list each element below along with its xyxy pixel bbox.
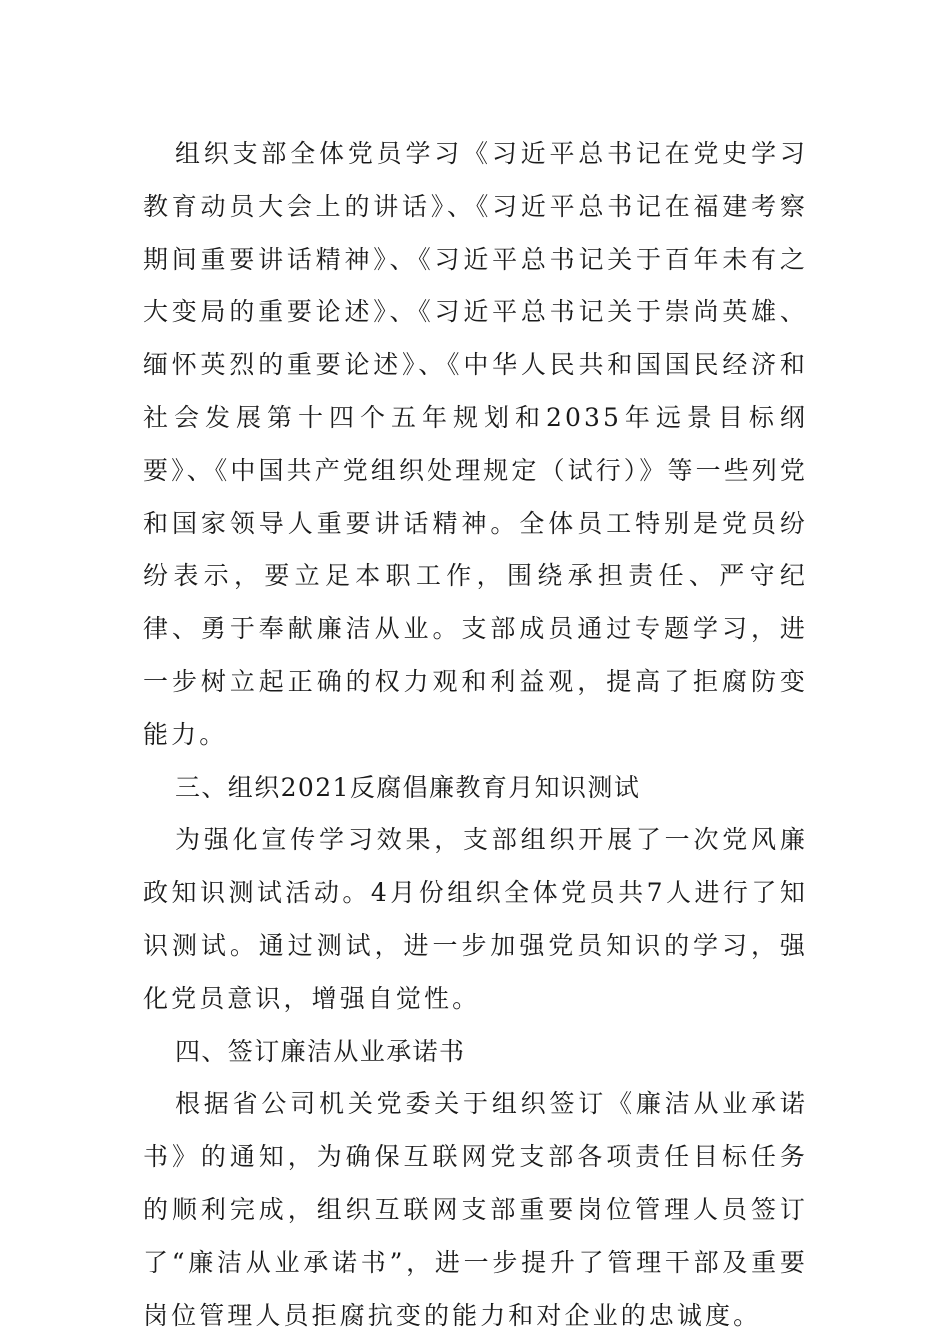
section-heading-knowledge-test: 三、组织2021反腐倡廉教育月知识测试 [175, 772, 641, 802]
section-heading-integrity-pledge: 四、签订廉洁从业承诺书 [175, 1036, 466, 1066]
paragraph-integrity-pledge: 根据省公司机关党委关于组织签订《廉洁从业承诺书》的通知，为确保互联网党支部各项责任目标任务的顺利完成，组织互联网支部重要岗位管理人员签订了“廉洁从业承诺书”，进一步提升了管理干部及重要岗位管理人员拒腐抗变的能力和对企业的忠诚度。 [143, 1089, 808, 1330]
paragraph-knowledge-test: 为强化宣传学习效果，支部组织开展了一次党风廉政知识测试活动。4月份组织全体党员共7人进行了知识测试。通过测试，进一步加强党员知识的学习，强化党员意识，增强自觉性。 [143, 825, 808, 1013]
document-body [143, 128, 808, 1342]
paragraph-study-intro: 组织支部全体党员学习《习近平总书记在党史学习教育动员大会上的讲话》、《习近平总书记在福建考察期间重要讲话精神》、《习近平总书记关于百年未有之大变局的重要论述》、《习近平总书记关于崇尚英雄、缅怀英烈的重要论述》、《中华人民共和国国民经济和社会发展第十四个五年规划和2035年远景目标纲要》、《中国共产党组织处理规定（试行）》等一些列党和国家领导人重要讲话精神。全体员工特别是党员纷纷表示，要立足本职工作，围绕承担责任、严守纪律、勇于奉献廉洁从业。支部成员通过专题学习，进一步树立起正确的权力观和利益观，提高了拒腐防变能力。 [143, 139, 809, 749]
